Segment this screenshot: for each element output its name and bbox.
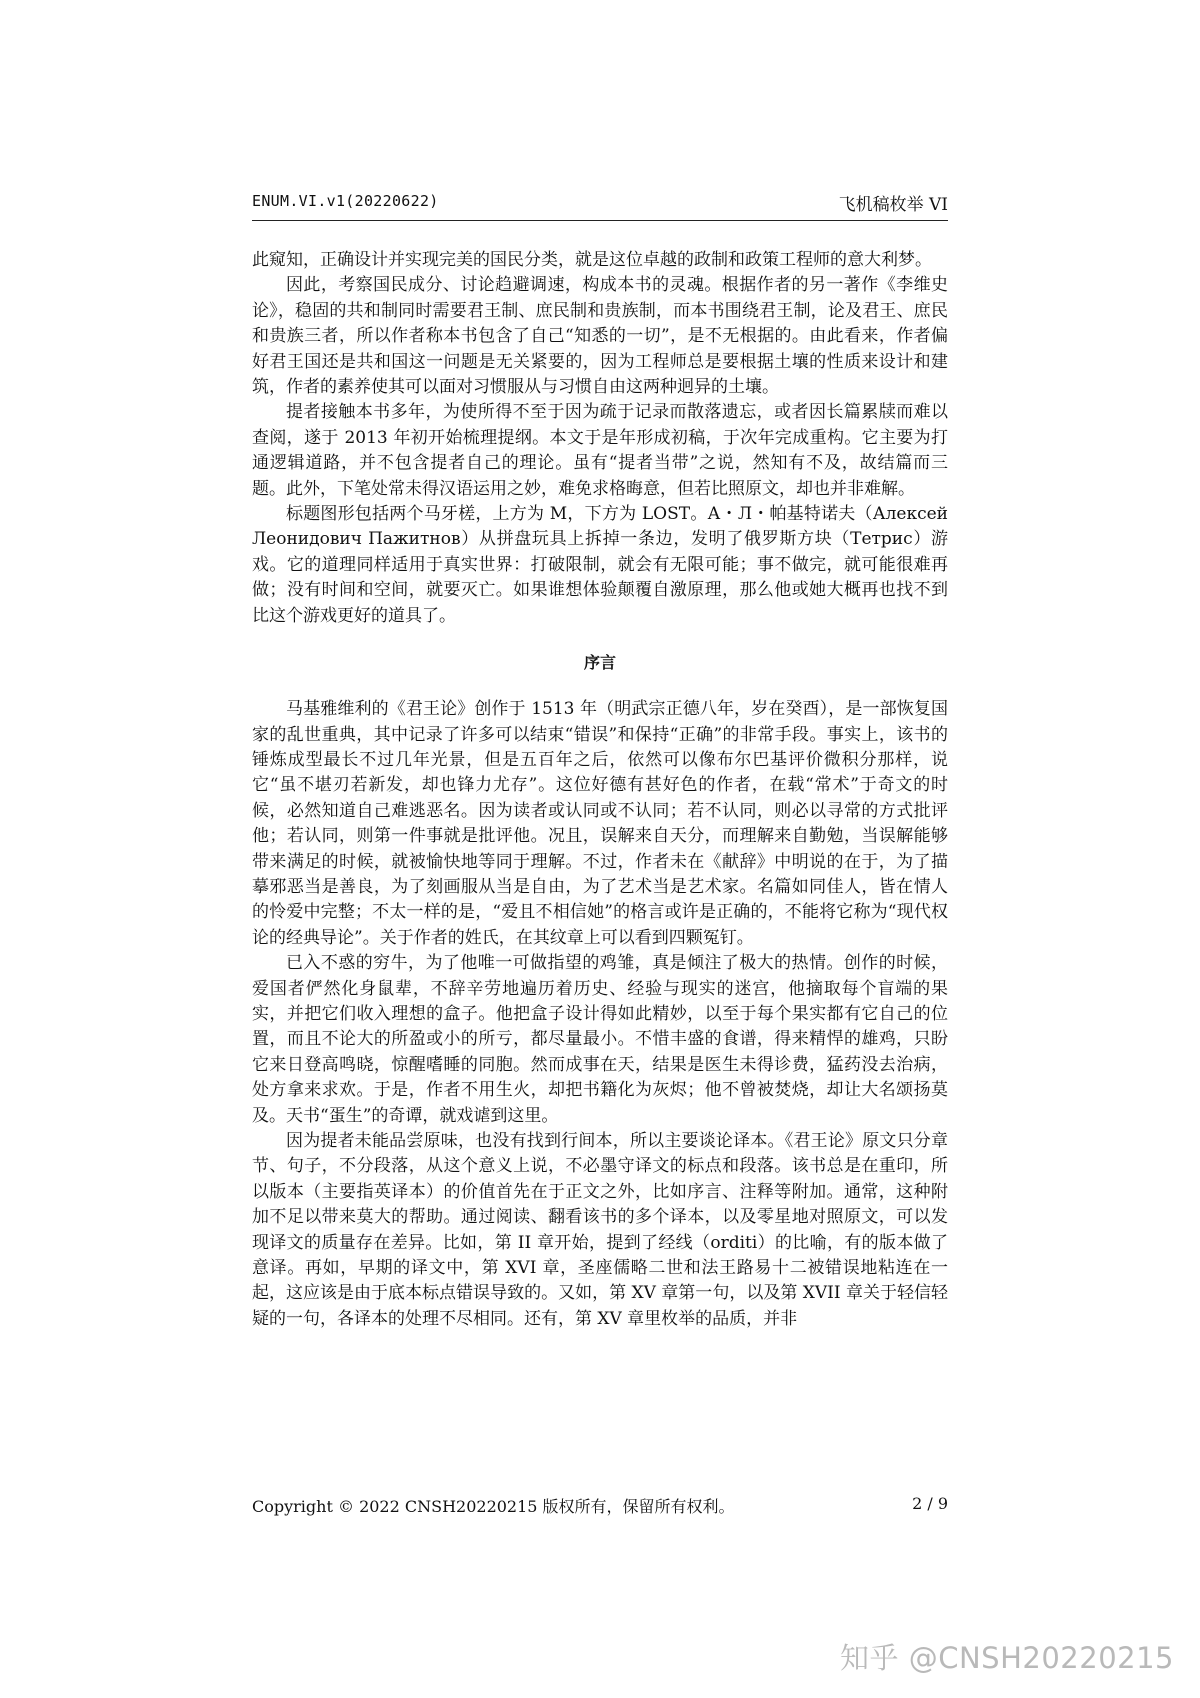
copyright-notice: Copyright © 2022 CNSH20220215 版权所有，保留所有权利。 <box>252 1497 735 1516</box>
paragraph: 提者接触本书多年，为使所得不至于因为疏于记录而散落遗忘，或者因长篇累牍而难以查阅，遂于 2013 年初开始梳理提纲。本文于是年形成初稿，于次年完成重构。它主要为打通逻辑道路，并不包含提者自己的理论。虽有“提者当带”之说，然知有不及，故结篇而三题。此外，下笔处常未得汉语运用之妙，难免求格晦意，但若比照原文，却也并非难解。 <box>252 402 948 499</box>
page-number: 2 / 9 <box>912 1494 948 1513</box>
paragraph: 马基雅维利的《君王论》创作于 1513 年（明武宗正德八年，岁在癸酉），是一部恢复国家的乱世重典，其中记录了许多可以结束“错误”和保持“正确”的非常手段。事实上，该书的锤炼成型最长不过几年光景，但是五百年之后，依然可以像布尔巴基评价微积分那样，说它“虽不堪刃若新发，却也锋力尤存”。这位好德有甚好色的作者，在载“常术”于奇文的时候，必然知道自己难逃恶名。因为读者或认同或不认同；若不认同，则必以寻常的方式批评他；若认同，则第一件事就是批评他。况且，误解来自天分，而理解来自勤勉，当误解能够带来满足的时候，就被愉快地等同于理解。不过，作者未在《献辞》中明说的在于，为了描摹邪恶当是善良，为了刻画服从当是自由，为了艺术当是艺术家。名篇如同佳人，皆在情人的怜爱中完整；不太一样的是，“爱且不相信她”的格言或许是正确的，不能将它称为“现代权论的经典导论”。关于作者的姓氏，在其纹章上可以看到四颗冤钉。 <box>252 699 948 948</box>
paragraph: 因为提者未能品尝原味，也没有找到行间本，所以主要谈论译本。《君王论》原文只分章节、句子，不分段落，从这个意义上说，不必墨守译文的标点和段落。该书总是在重印，所以版本（主要指英译本）的价值首先在于正文之外，比如序言、注释等附加。通常，这种附加不足以带来莫大的帮助。通过阅读、翻看该书的多个译本，以及零星地对照原文，可以发现译文的质量存在差异。比如，第 II 章开始，提到了经线（orditi）的比喻，有的版本做了意译。再如，早期的译文中，第 XVI 章，圣座儒略二世和法王路易十二被错误地粘连在一起，这应该是由于底本标点错误导致的。又如，第 XV 章第一句，以及第 XVII 章关于轻信轻疑的一句，各译本的处理不尽相同。还有，第 XV 章里枚举的品质，并非 <box>252 1131 948 1329</box>
section-title: 序言 <box>583 653 616 673</box>
paragraph: 因此，考察国民成分、讨论趋避调速，构成本书的灵魂。根据作者的另一著作《李维史论》，稳固的共和制同时需要君王制、庶民制和贵族制，而本书围绕君王制，论及君王、庶民和贵族三者，所以作者称本书包含了自己“知悉的一切”，是不无根据的。由此看来，作者偏好君王国还是共和国这一问题是无关紧要的，因为工程师总是要根据土壤的性质来设计和建筑，作者的素养使其可以面对习惯服从与习惯自由这两种迥异的土壤。 <box>252 275 948 398</box>
paragraph: 标题图形包括两个马牙槎，上方为 M，下方为 LOST。А・Л・帕基特诺夫（Алексей Леонидович Пажитнов）从拼盘玩具上拆掉一条边，发明了俄罗斯方块（Тетрис）游戏。它的道理同样适用于真实世界：打破限制，就会有无限可能；事不做完，就可能很难再做；没有时间和空间，就要灭亡。如果谁想体验颠覆自激原理，那么他或她大概再也找不到比这个游戏更好的道具了。 <box>252 504 948 626</box>
document-id: ENUM.VI.v1(20220622) <box>252 192 439 210</box>
paragraph: 已入不惑的穷牛，为了他唯一可做指望的鸡雏，真是倾注了极大的热情。创作的时候，爱国者俨然化身鼠辈，不辞辛劳地遍历着历史、经验与现实的迷宫，他摘取每个盲端的果实，并把它们收入理想的盒子。他把盒子设计得如此精妙，以至于每个果实都有它自己的位置，而且不论大的所盈或小的所亏，都尽量最小。不惜丰盛的食谱，得来精悍的雄鸡，只盼它来日登高鸣晓，惊醒嗜睡的同胞。然而成事在天，结果是医生未得诊费，猛药没去治病，处方拿来求欢。于是，作者不用生火，却把书籍化为灰烬；他不曾被焚烧，却让大名颂扬莫及。天书“蛋生”的奇谭，就戏谑到这里。 <box>252 953 948 1126</box>
page-footer <box>252 1494 948 1520</box>
page-header <box>252 190 948 221</box>
main-text <box>252 248 948 1332</box>
zhihu-watermark: 知乎 @CNSH20220215 <box>840 1641 1174 1675</box>
document-title: 飞机稿枚举 VI <box>838 195 948 215</box>
paragraph: 此窥知，正确设计并实现完美的国民分类，就是这位卓越的政制和政策工程师的意大利梦。 <box>252 250 932 270</box>
